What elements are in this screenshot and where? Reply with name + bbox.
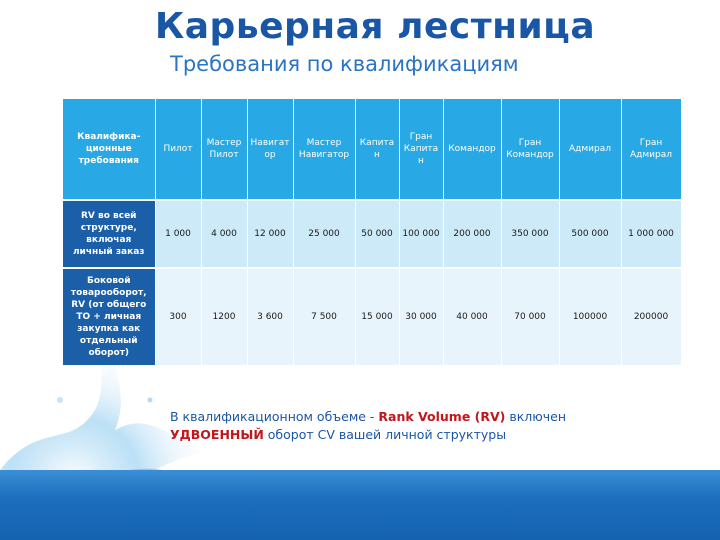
slide-subtitle: Требования по квалификациям [170, 52, 519, 76]
table-cell: 1200 [201, 268, 247, 365]
header-cell: Капитан [355, 99, 399, 200]
header-cell: Адмирал [559, 99, 621, 200]
table-cell: 70 000 [501, 268, 559, 365]
table-cell: 200 000 [443, 200, 501, 268]
table-cell: 1 000 000 [621, 200, 681, 268]
note-part: включен [505, 409, 567, 424]
note-highlight: Rank Volume (RV) [378, 409, 506, 424]
table-cell: 3 600 [247, 268, 293, 365]
table-cell: 50 000 [355, 200, 399, 268]
header-cell: Мастер Пилот [201, 99, 247, 200]
footer-band [0, 470, 720, 540]
header-cell: Квалифика-ционные требования [63, 99, 155, 200]
header-cell: Командор [443, 99, 501, 200]
slide-title: Карьерная лестница [154, 6, 596, 47]
note-text [170, 408, 650, 444]
table-row [63, 200, 681, 268]
table-cell: 100000 [559, 268, 621, 365]
table-cell: 100 000 [399, 200, 443, 268]
header-cell: Гран Адмирал [621, 99, 681, 200]
table-cell: 25 000 [293, 200, 355, 268]
table-cell: 30 000 [399, 268, 443, 365]
table-cell: 500 000 [559, 200, 621, 268]
table-cell: 300 [155, 268, 201, 365]
table-cell: 15 000 [355, 268, 399, 365]
table-cell: 7 500 [293, 268, 355, 365]
table-cell: 40 000 [443, 268, 501, 365]
table-cell: 4 000 [201, 200, 247, 268]
qualification-table [63, 99, 682, 365]
note-part: В квалификационном объеме - [170, 409, 379, 424]
table-cell: 1 000 [155, 200, 201, 268]
header-cell: Гран Капитан [399, 99, 443, 200]
row-label: RV во всей структуре, включая личный заказ [63, 200, 155, 268]
header-cell: Гран Командор [501, 99, 559, 200]
note-highlight: УДВОЕННЫЙ [170, 427, 264, 442]
table-header-row [63, 99, 681, 200]
header-cell: Мастер Навигатор [293, 99, 355, 200]
table-cell: 200000 [621, 268, 681, 365]
table-row [63, 268, 681, 365]
row-label: Боковой товарооборот, RV (от общего ТО + личная закупка как отдельный оборот) [63, 268, 155, 365]
table-cell: 350 000 [501, 200, 559, 268]
table-cell: 12 000 [247, 200, 293, 268]
note-part: оборот CV вашей личной структуры [263, 427, 507, 442]
header-cell: Пилот [155, 99, 201, 200]
header-cell: Навигатор [247, 99, 293, 200]
